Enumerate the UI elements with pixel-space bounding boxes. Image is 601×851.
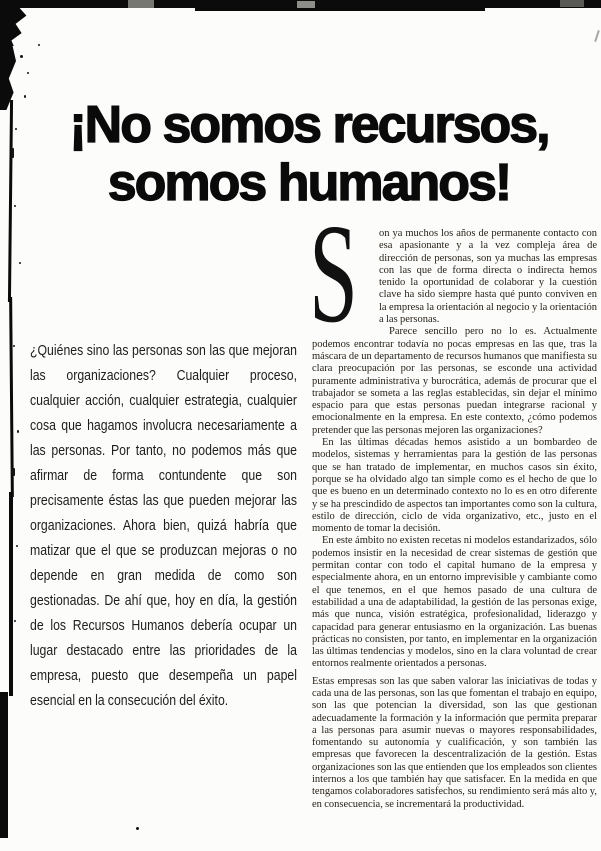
scan-speckle bbox=[13, 345, 15, 347]
scan-edge-left bbox=[9, 297, 14, 497]
scan-speckle bbox=[136, 827, 139, 830]
scan-speckle bbox=[11, 148, 14, 158]
article-body bbox=[309, 194, 597, 811]
scan-speckle bbox=[12, 468, 15, 476]
scan-edge-top-fade bbox=[560, 0, 584, 7]
scan-mark bbox=[594, 30, 600, 42]
scan-edge-left bbox=[8, 100, 13, 302]
body-paragraph-3: En las últimas décadas hemos asistido a un bombardeo de modelos, sistemas y herramientas para la gestión de las personas que se han tratado de implementar, en muchos casos sin éxito, porque se ha olvidado algo tan simple como es el hecho de que lo que es bueno en un determinado contexto no lo es en otro diferente y se ha prescindido de aspectos tan importantes como son la cultura, estilo de dirección, ciclo de vida organizativo, etc., justo en el momento de tomar la decisión. bbox=[312, 437, 597, 535]
scan-edge-top-lip bbox=[195, 7, 485, 11]
body-paragraph-1 bbox=[309, 194, 597, 352]
scan-edge-top-fade bbox=[297, 1, 315, 8]
body-paragraph-4: En este ámbito no existen recetas ni modelos estandarizados, sólo podemos insistir en la necesidad de crear sistemas de gestión que permitan contar con todo el capital humano de la empresa y especialmente ahora, en un entorno imprevisible y cambiante como el que tenemos, en el que hemos pasado de una cultura de estabilidad a una de adaptabilidad, la gestión de las personas exige, más que nunca, visión estratégica, profesionalidad, liderazgo y capacidad para generar entusiasmo en la organización. Las buenas prácticas no consisten, por tanto, en implementar en la organización las últimas tendencias y modelos, sino en la clara voluntad de crear entornos realmente orientados a personas. bbox=[312, 535, 597, 670]
title-line-1: ¡No somos recursos, bbox=[69, 96, 549, 154]
scan-speckle bbox=[19, 262, 21, 264]
body-paragraph-1-text: on ya muchos los años de permanente contacto con esa apasionante y a la vez compleja área de dirección de personas, son ya muchas las empresas con las que de forma directa o indirecta hemos tenido la oportunidad de colaborar y la cuestión clave ha sido siempre hasta qué punto conviven en la empresa la orientación al negocio y la orientación a las personas. bbox=[379, 228, 597, 326]
scan-edge-blotch bbox=[0, 40, 16, 110]
scan-speckle bbox=[15, 128, 17, 130]
scan-speckle bbox=[38, 44, 40, 46]
scan-speckle bbox=[20, 55, 23, 58]
title-line-2: somos humanos! bbox=[107, 154, 511, 212]
scan-speckle bbox=[14, 205, 16, 207]
scan-speckle bbox=[27, 72, 29, 74]
drop-cap-letter: S bbox=[309, 194, 358, 352]
body-paragraph-5: Estas empresas son las que saben valorar las iniciativas de todas y cada una de las personas, son las que fomentan el trabajo en equipo, son las que potencian la diversidad, son las que gestionan adecuadamente la formación y la información que permita preparar a las personas para asumir nuevas o mayores responsabilidades, fomentando su autonomía y cualificación, y son también las empresas que favorecen la descentralización de la gestión. Estas organizaciones son las que entienden que los empleados son clientes internos a los que también hay que satisfacer. En la medida en que tengamos colaboradores satisfechos, su rendimiento será más alto y, en consecuencia, se incrementará la productividad. bbox=[312, 675, 597, 810]
scan-edge-top-fade bbox=[128, 0, 154, 8]
scan-speckle bbox=[14, 620, 16, 622]
scan-edge-bottom-left bbox=[0, 692, 8, 838]
scan-speckle bbox=[16, 545, 18, 547]
lead-paragraph: ¿Quiénes sino las personas son las que mejoran las organizaciones? Cualquier proceso, cualquier acción, cualquier estrategia, cualquier cosa que hagamos involucra necesariamente a las personas. Por tanto, no podemos más que afirmar de forma contundente que son precisamente éstas las que pueden mejorar las organizaciones. Ahora bien, quizá habría que matizar que el que se produzcan mejoras o no depende en gran medida de como son gestionadas. De ahí que, hoy en día, la gestión de los Recursos Humanos debería ocupar un lugar destacado entre las prioridades de la empresa, puesto que desempeña un papel esencial en la consecución del éxito. bbox=[30, 342, 297, 709]
drop-cap bbox=[309, 194, 374, 352]
scan-speckle bbox=[17, 430, 19, 433]
scan-edge-left bbox=[9, 492, 13, 696]
body-paragraph-2: Parece sencillo pero no lo es. Actualmente podemos encontrar todavía no pocas empresas en las que, tras la máscara de un departamento de recursos humanos que manifiesta su clara preocupación por las personas, se esconde una actividad puramente administrativa y burocrática, además de procurar que el trabajador se someta a las reglas establecidas, sin dejar el mínimo espacio para que estas personas puedan integrarse racional y emocionalmente en la empresa. En este contexto, ¿cómo podemos pretender que las personas mejoren las organizaciones? bbox=[312, 326, 597, 436]
